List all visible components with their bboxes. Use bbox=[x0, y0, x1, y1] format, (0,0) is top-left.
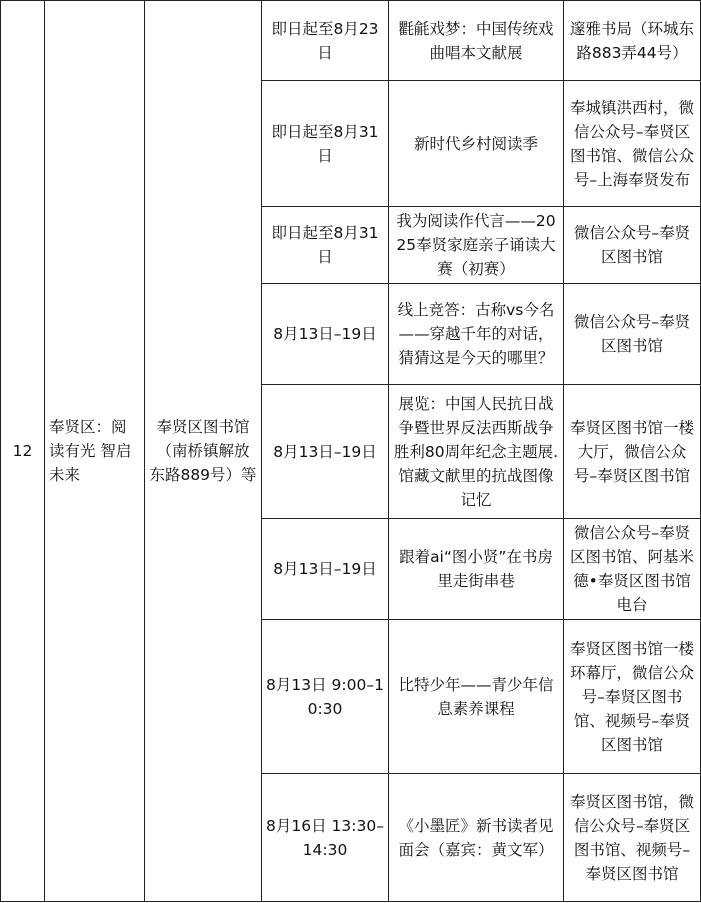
time-cell: 8月16日 13:30–14:30 bbox=[262, 774, 389, 902]
location-cell: 微信公众号–奉贤区图书馆 bbox=[564, 284, 701, 385]
time-cell: 8月13日 9:00–10:30 bbox=[262, 620, 389, 774]
location-cell: 邃雅书局（环城东路883弄44号） bbox=[564, 1, 701, 81]
event-title-cell: 线上竞答：古称vs今名——穿越千年的对话，猜猜这是今天的哪里？ bbox=[389, 284, 564, 385]
time-cell: 即日起至8月31日 bbox=[262, 207, 389, 284]
row-number-cell: 12 bbox=[1, 1, 45, 902]
event-title-cell: 展览：中国人民抗日战争暨世界反法西斯战争胜利80周年纪念主题展.馆藏文献里的抗战图像记忆 bbox=[389, 385, 564, 519]
event-title-cell: 新时代乡村阅读季 bbox=[389, 81, 564, 207]
location-cell: 微信公众号–奉贤区图书馆 bbox=[564, 207, 701, 284]
location-cell: 奉城镇洪西村，微信公众号–奉贤区图书馆、微信公众号–上海奉贤发布 bbox=[564, 81, 701, 207]
time-cell: 即日起至8月31日 bbox=[262, 81, 389, 207]
time-cell: 即日起至8月23日 bbox=[262, 1, 389, 81]
location-cell: 奉贤区图书馆，微信公众号–奉贤区图书馆、视频号–奉贤区图书馆 bbox=[564, 774, 701, 902]
location-cell: 奉贤区图书馆一楼大厅，微信公众号–奉贤区图书馆 bbox=[564, 385, 701, 519]
time-cell: 8月13日–19日 bbox=[262, 284, 389, 385]
event-title-cell: 比特少年——青少年信息素养课程 bbox=[389, 620, 564, 774]
venue-cell: 奉贤区图书馆（南桥镇解放东路889号）等 bbox=[145, 1, 262, 902]
location-cell: 微信公众号–奉贤区图书馆、阿基米德•奉贤区图书馆电台 bbox=[564, 519, 701, 620]
table-row bbox=[1, 1, 701, 81]
time-cell: 8月13日–19日 bbox=[262, 519, 389, 620]
location-cell: 奉贤区图书馆一楼环幕厅，微信公众号–奉贤区图书馆、视频号–奉贤区图书馆 bbox=[564, 620, 701, 774]
event-title-cell: 我为阅读作代言——2025奉贤家庭亲子诵读大赛（初赛） bbox=[389, 207, 564, 284]
event-title-cell: 《小墨匠》新书读者见面会（嘉宾：黄文军） bbox=[389, 774, 564, 902]
event-title-cell: 跟着ai“图小贤”在书房里走街串巷 bbox=[389, 519, 564, 620]
time-cell: 8月13日–19日 bbox=[262, 385, 389, 519]
event-title-cell: 氍毹戏梦：中国传统戏曲唱本文献展 bbox=[389, 1, 564, 81]
district-cell: 奉贤区：阅读有光 智启未来 bbox=[45, 1, 145, 902]
